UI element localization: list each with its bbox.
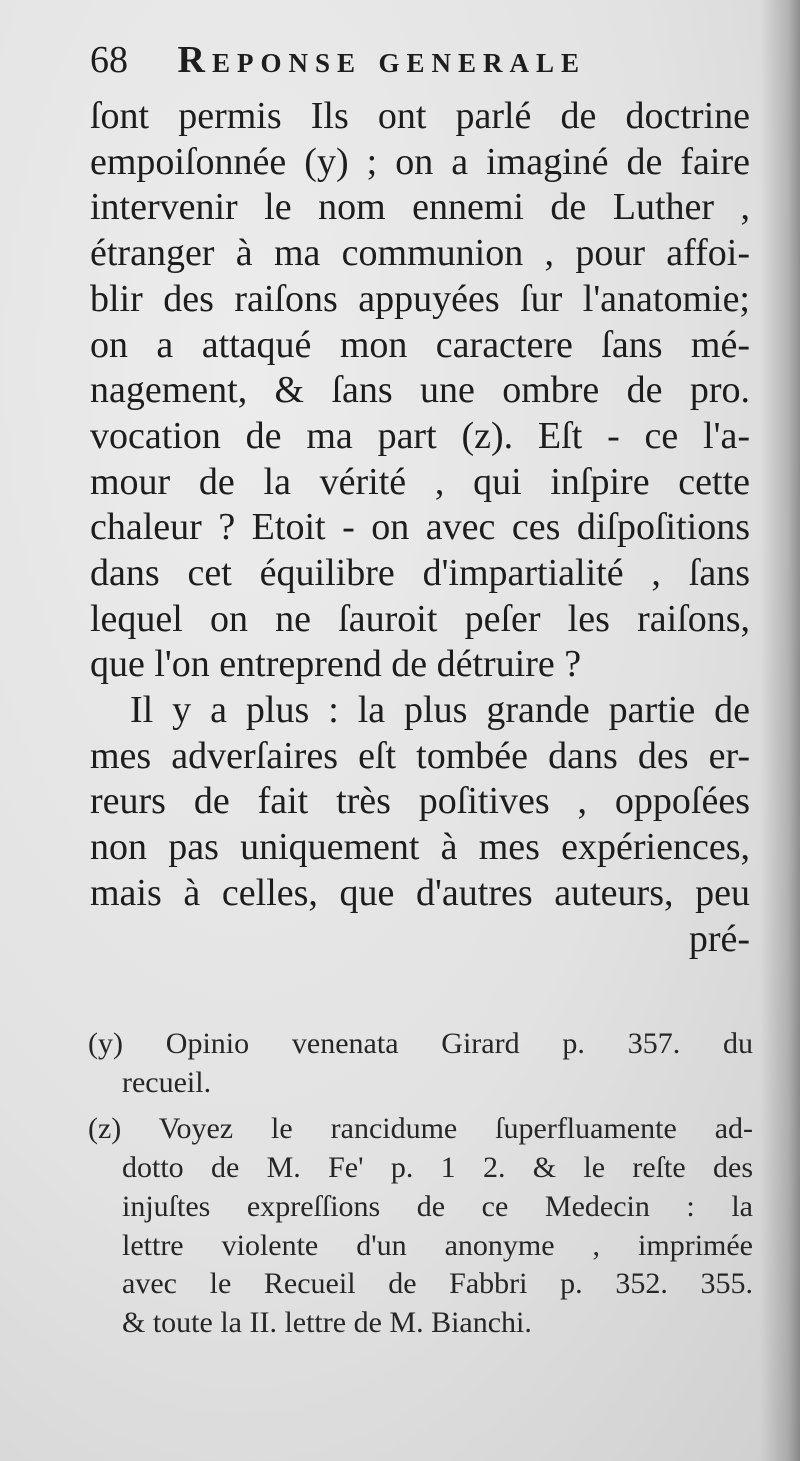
footnote-line: lettre violente d'un anonyme , imprimée [122, 1228, 753, 1262]
footnote-line: & toute la II. lettre de M. Bianchi. [122, 1305, 532, 1339]
page-number: 68 [90, 39, 128, 81]
paragraph-2 [90, 688, 750, 962]
text-line: ſont permis Ils ont parlé de doctrine [90, 95, 750, 137]
running-head [90, 36, 750, 84]
text-line: intervenir le nom ennemi de Luther , [90, 186, 750, 229]
text-line: chaleur ? Etoit - on avec ces diſpoſitions [90, 506, 750, 549]
text-line: vocation de ma part (z). Eſt - ce l'a- [90, 414, 750, 457]
footnotes [88, 1025, 753, 1343]
footnote-line: injuſtes expreſſions de ce Medecin : la [122, 1189, 753, 1223]
text-line: Il y a plus : la plus grande partie de [130, 689, 750, 731]
footnote-line: dotto de M. Fe' p. 1 2. & le reſte des [122, 1151, 753, 1185]
spine-shadow [760, 0, 800, 1461]
text-line: que l'on entreprend de détruire ? [90, 643, 582, 686]
text-line: mais à celles, que d'autres auteurs, peu [90, 871, 750, 914]
text-line: nagement, & ſans une ombre de pro. [90, 369, 750, 412]
text-line: mour de la vérité , qui inſpire cette [90, 460, 750, 503]
text-line: dans cet équilibre d'impartialité , ſans [90, 552, 750, 595]
running-title: Reponse generale [177, 39, 587, 81]
footnote-line: avec le Recueil de Fabbri p. 352. 355. [122, 1267, 753, 1301]
paragraph-1 [90, 94, 750, 688]
text-line: blir des raiſons appuyées ſur l'anatomie; [90, 277, 750, 320]
footnote-line: (z) Voyez le rancidume ſuperfluamente ad- [88, 1112, 753, 1146]
footnote-gap [88, 1102, 753, 1110]
catchword: pré- [688, 917, 750, 960]
text-line: non pas uniquement à mes expériences, [90, 826, 750, 869]
text-line: reurs de fait très poſitives , oppoſées [90, 780, 750, 823]
text-line: étranger à ma communion , pour affoi- [90, 232, 750, 275]
text-line: lequel on ne ſauroit peſer les raiſons, [90, 597, 750, 640]
text-line: mes adverſaires eſt tombée dans des er- [90, 734, 750, 777]
text-line: empoiſonnée (y) ; on a imaginé de faire [90, 140, 750, 183]
text-line: on a attaqué mon caractere ſans mé- [90, 323, 750, 366]
footnote-line: (y) Opinio venenata Girard p. 357. du [88, 1027, 753, 1060]
footnote-line: recueil. [122, 1065, 212, 1099]
